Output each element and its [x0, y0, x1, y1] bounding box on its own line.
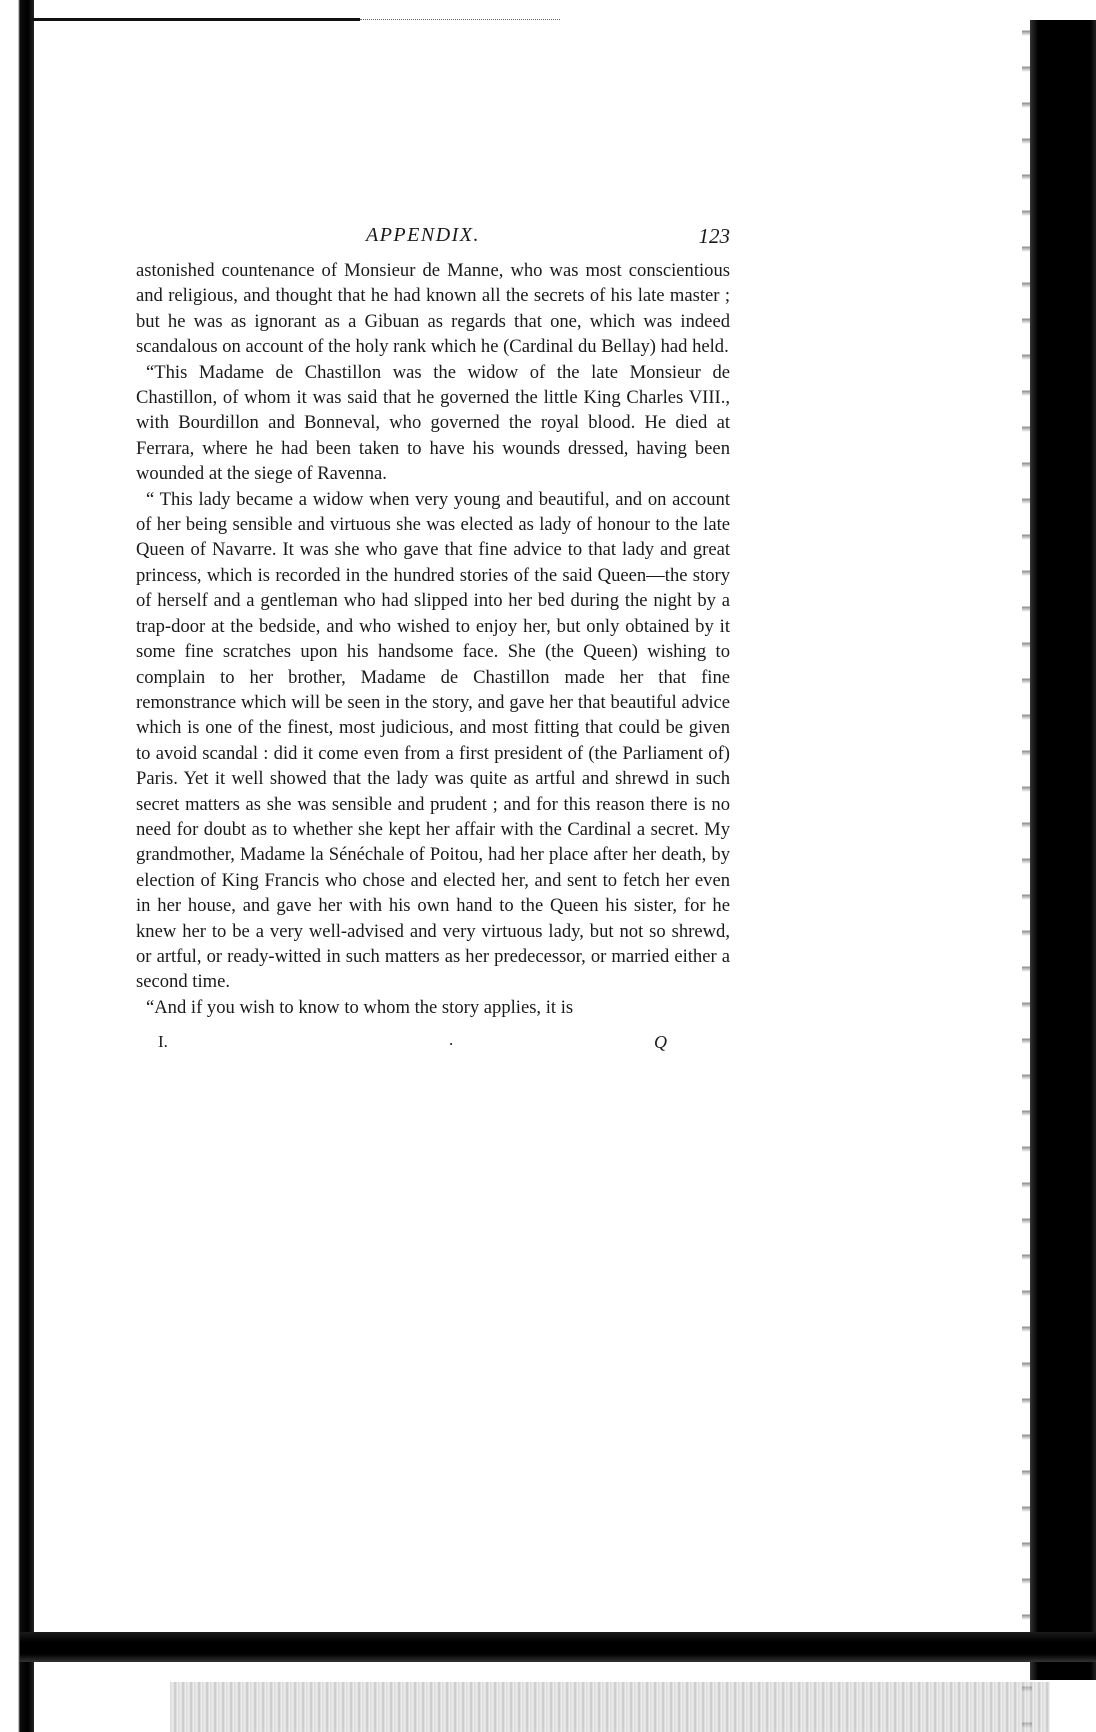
scan-top-rule: [30, 18, 360, 21]
sheet-mark: Q: [654, 1032, 667, 1053]
footer-dot: .: [449, 1030, 454, 1050]
scan-bottom-edge: [20, 1632, 1096, 1662]
body-text: [136, 258, 730, 1020]
paragraph: “ This lady became a widow when very young and beautiful, and on account of her being sensible and virtuous she was elected as lady of honour to the late Queen of Navarre. It was she who gave that fine advice to that lady and great princess, which is recorded in the hundred stories of the said Queen—the story of herself and a gentleman who had slipped into her bed during the night by a trap-door at the bedside, and who wished to enjoy her, but only obtained by it some fine scratches upon his handsome face. She (the Queen) wishing to complain to her brother, Madame de Chastillon made her that fine remonstrance which will be seen in the story, and gave her that beautiful advice which is one of the finest, most judicious, and most fitting that could be given to avoid scandal : did it come even from a first president of (the Parliament of) Paris. Yet it well showed that the lady was quite as artful and shrewd in such secret matters as she was sensible and prudent ; and for this reason there is no need for doubt as to whether she kept her affair with the Cardinal a secret. My grandmother, Madame la Sénéchale of Poitou, had her place after her death, by election of King Francis who chose and elected her, and sent to fetch her even in her house, and gave her with his own hand to the Queen his sister, for he knew her to be a very well-advised and very virtuous lady, but not so shrewd, or artful, or ready-witted in such matters as her predecessor, or married either a second time.: [136, 488, 730, 993]
scan-top-dots: [360, 19, 560, 20]
scan-bottom-noise: [170, 1682, 1050, 1732]
page-footer: [136, 1032, 730, 1062]
book-page: [136, 222, 730, 1062]
paragraph: astonished countenance of Monsieur de Manne, who was most conscientious and religious, and thought that he had known all the secrets of his late master ; but he was as ignorant as a Gibuan as regards that one, which was indeed scandalous on account of the holy rank which he (Cardinal du Bellay) had held.: [136, 260, 730, 358]
running-head: [136, 222, 730, 258]
scan-left-edge: [0, 0, 34, 1732]
page-number: 123: [698, 224, 730, 248]
scan-right-edge: [1030, 20, 1096, 1680]
running-title: APPENDIX.: [366, 224, 481, 246]
paragraph: “And if you wish to know to whom the story applies, it is: [146, 996, 574, 1018]
paragraph: “This Madame de Chastillon was the widow of the late Monsieur de Chastillon, of whom it was said that he governed the little King Charles VIII., with Bourdillon and Bonneval, who governed the royal blood. He died at Ferrara, where he had been taken to have his wounds dressed, having been wounded at the siege of Ravenna.: [136, 361, 730, 485]
signature-mark: I.: [158, 1032, 168, 1052]
